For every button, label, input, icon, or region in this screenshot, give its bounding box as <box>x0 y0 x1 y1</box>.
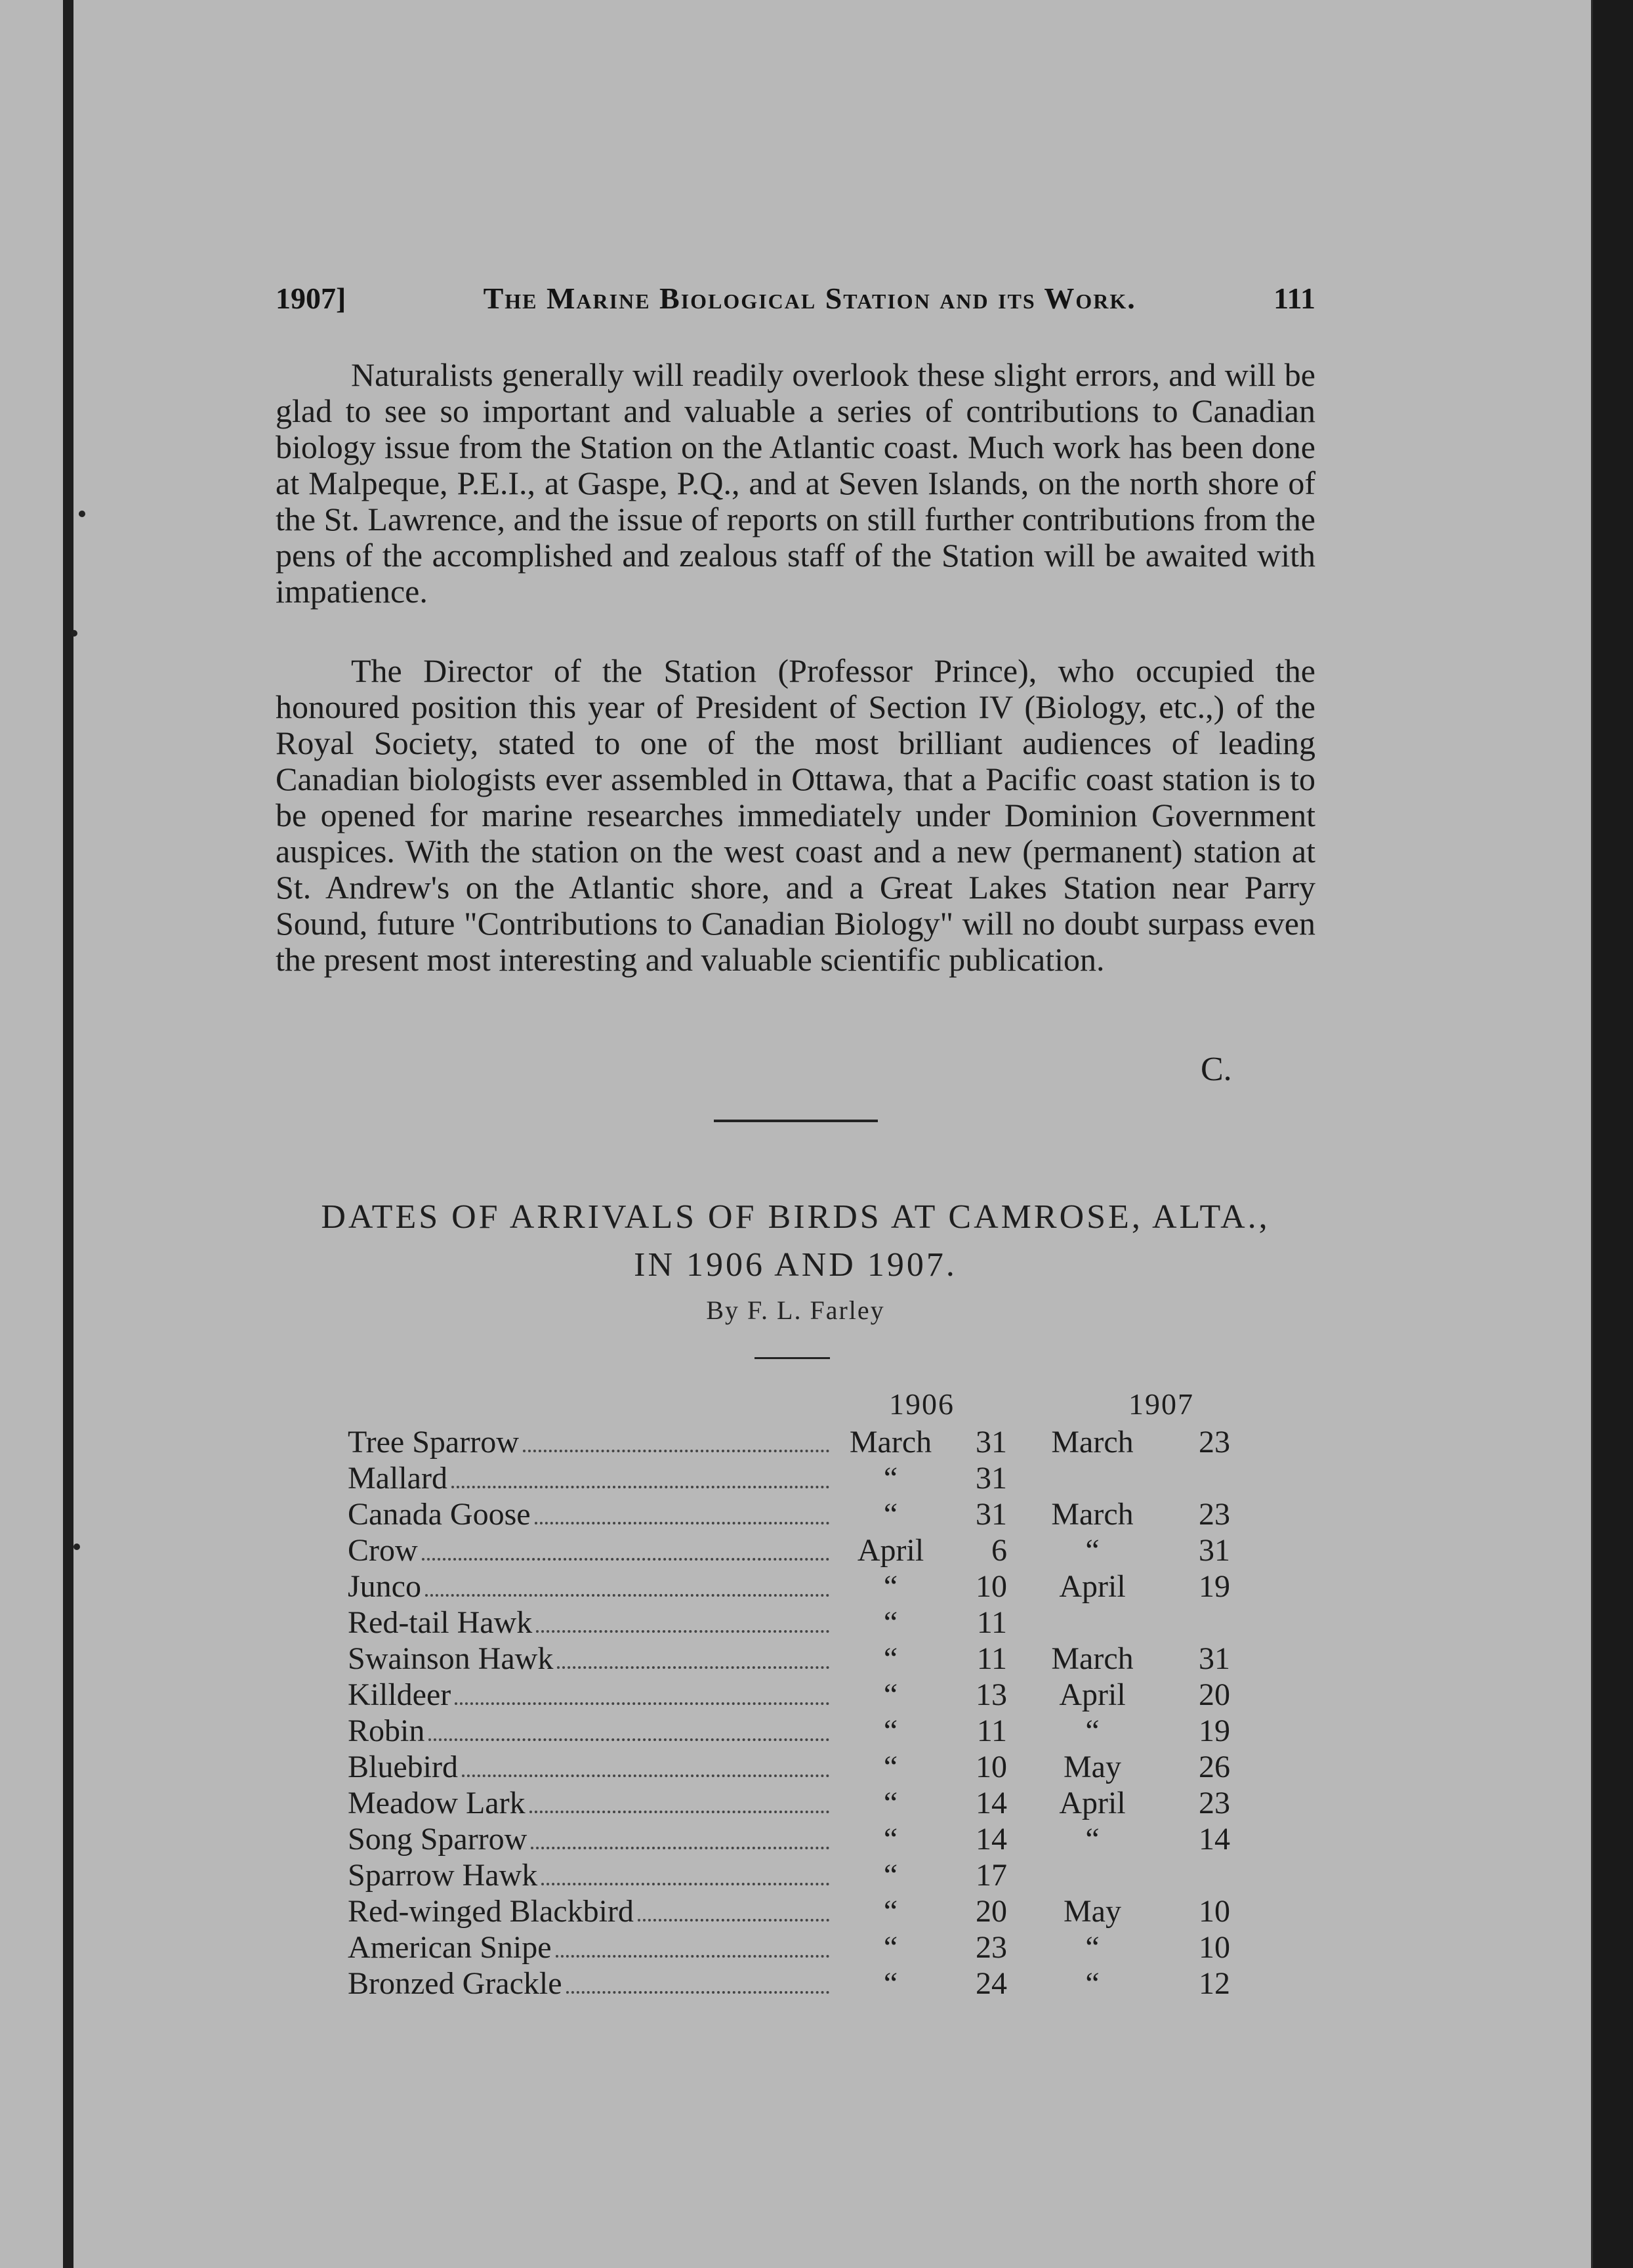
bird-arrivals-table <box>348 1424 1253 2002</box>
title-divider <box>754 1357 830 1359</box>
table-row <box>348 1749 1253 1785</box>
bird-name: Tree Sparrow <box>348 1425 519 1460</box>
table-row <box>348 1785 1253 1821</box>
day-1907: 10 <box>1199 1930 1230 1965</box>
month-1907: “ <box>1085 1966 1100 2001</box>
table-row <box>348 1713 1253 1749</box>
speck-mark <box>71 630 77 637</box>
running-head-title: The Marine Biological Station and its Work. <box>483 282 1136 315</box>
month-1906: “ <box>883 1497 898 1532</box>
bird-cell <box>348 1677 833 1713</box>
dot-leader <box>557 1665 829 1669</box>
binding-edge <box>63 0 73 2268</box>
day-1906: 20 <box>976 1894 1007 1929</box>
bird-name: Bronzed Grackle <box>348 1966 562 2001</box>
bird-name: Song Sparrow <box>348 1822 527 1857</box>
article-title-line-1: DATES OF ARRIVALS OF BIRDS AT CAMROSE, ALTA., <box>321 1198 1270 1236</box>
table-row <box>348 1929 1253 1965</box>
day-1907: 31 <box>1199 1533 1230 1568</box>
bird-cell <box>348 1496 833 1532</box>
bird-name: Mallard <box>348 1461 447 1496</box>
table-row <box>348 1821 1253 1857</box>
dot-leader <box>536 1629 829 1633</box>
month-1907: “ <box>1085 1533 1100 1568</box>
bird-cell <box>348 1532 833 1568</box>
month-1907: April <box>1059 1677 1126 1712</box>
month-1907: May <box>1064 1750 1121 1784</box>
month-1907: March <box>1051 1497 1134 1532</box>
month-1906: “ <box>883 1894 898 1929</box>
bird-cell <box>348 1641 833 1677</box>
paragraph-text: The Director of the Station (Professor Prince), who occupied the honoured position this year of President of Section IV (Biology, etc.,) of the Royal Society, stated to one of the most brilliant audiences of leading Canadian biologists ever assembled in Ottawa, that a Pacific coast station is to be opened for marine researches immediately under Dominion Government auspices. With the station on the west coast and a new (permanent) station at St. Andrew's on the Atlantic shore, and a Great Lakes Station near Parry Sound, future "Contributions to Canadian Biology" will no doubt surpass even the present most interesting and valuable scientific publication. <box>276 652 1315 978</box>
day-1906: 10 <box>976 1750 1007 1784</box>
day-1907: 10 <box>1199 1894 1230 1929</box>
month-1907: March <box>1051 1425 1134 1460</box>
bird-name: Crow <box>348 1533 418 1568</box>
day-1907: 23 <box>1199 1425 1230 1460</box>
table-row <box>348 1568 1253 1605</box>
day-1906: 14 <box>976 1822 1007 1857</box>
bird-cell <box>348 1605 833 1641</box>
article-byline: By F. L. Farley <box>706 1295 885 1325</box>
month-1906: “ <box>883 1569 898 1604</box>
month-1907: “ <box>1085 1713 1100 1748</box>
day-1907: 23 <box>1199 1497 1230 1532</box>
dot-leader <box>529 1809 829 1813</box>
month-1907: March <box>1051 1641 1134 1676</box>
month-1906: “ <box>883 1641 898 1676</box>
month-1906: “ <box>883 1713 898 1748</box>
bird-cell <box>348 1424 833 1460</box>
day-1907: 26 <box>1199 1750 1230 1784</box>
day-1907: 31 <box>1199 1641 1230 1676</box>
dot-leader <box>422 1557 829 1561</box>
month-1906: “ <box>883 1677 898 1712</box>
bird-cell <box>348 1929 833 1965</box>
signature-initial: C. <box>1201 1051 1232 1088</box>
table-row <box>348 1605 1253 1641</box>
bird-cell <box>348 1821 833 1857</box>
running-head <box>276 281 1315 320</box>
page-number: 111 <box>1273 282 1315 315</box>
day-1906: 17 <box>976 1858 1007 1893</box>
table-row <box>348 1677 1253 1713</box>
day-1906: 11 <box>976 1605 1007 1640</box>
bird-cell <box>348 1965 833 2002</box>
dot-leader <box>556 1954 829 1958</box>
paragraph-2 <box>276 653 1315 978</box>
month-1906: April <box>857 1533 924 1568</box>
table-row <box>348 1893 1253 1929</box>
month-1906: “ <box>883 1858 898 1893</box>
month-1907: May <box>1064 1894 1121 1929</box>
month-1907: April <box>1059 1786 1126 1820</box>
dot-leader <box>462 1773 829 1777</box>
bird-name: Swainson Hawk <box>348 1641 554 1676</box>
bird-name: Sparrow Hawk <box>348 1858 538 1893</box>
month-1906: “ <box>883 1930 898 1965</box>
running-head-year: 1907] <box>276 282 346 315</box>
bird-name: Junco <box>348 1569 421 1604</box>
month-1907: April <box>1059 1569 1126 1604</box>
month-1906: March <box>849 1425 932 1460</box>
day-1907: 12 <box>1199 1966 1230 2001</box>
bird-cell <box>348 1460 833 1496</box>
table-row <box>348 1965 1253 2002</box>
table-row <box>348 1857 1253 1893</box>
dot-leader <box>428 1737 829 1741</box>
dot-leader <box>535 1521 829 1524</box>
bird-cell <box>348 1749 833 1785</box>
day-1906: 24 <box>976 1966 1007 2001</box>
month-1906: “ <box>883 1966 898 2001</box>
day-1906: 31 <box>976 1497 1007 1532</box>
bird-cell <box>348 1893 833 1929</box>
month-1906: “ <box>883 1786 898 1820</box>
article-title-line-2: IN 1906 AND 1907. <box>634 1246 957 1284</box>
dot-leader <box>566 1990 829 1994</box>
bird-name: Red-winged Blackbird <box>348 1894 634 1929</box>
bird-name: American Snipe <box>348 1930 552 1965</box>
paragraph-text: Naturalists generally will readily overlook these slight errors, and will be glad to see so important and valuable a series of contributions to Canadian biology issue from the Station on the Atlantic coast. Much work has been done at Malpeque, P.E.I., at Gaspe, P.Q., and at Seven Islands, on the north shore of the St. Lawrence, and the issue of reports on still further contributions from the pens of the accomplished and zealous staff of the Station will be awaited with impatience. <box>276 356 1315 610</box>
month-1906: “ <box>883 1822 898 1857</box>
bird-name: Canada Goose <box>348 1497 531 1532</box>
month-1907: “ <box>1085 1930 1100 1965</box>
table-row <box>348 1496 1253 1532</box>
bird-name: Bluebird <box>348 1750 458 1784</box>
table-row <box>348 1641 1253 1677</box>
column-header-1906: 1906 <box>889 1387 955 1421</box>
dot-leader <box>455 1701 829 1705</box>
dot-leader <box>523 1448 829 1452</box>
month-1907: “ <box>1085 1822 1100 1857</box>
column-header-1907: 1907 <box>1128 1387 1194 1421</box>
day-1906: 14 <box>976 1786 1007 1820</box>
bird-name: Robin <box>348 1713 425 1748</box>
dot-leader <box>541 1881 829 1885</box>
bird-name: Red-tail Hawk <box>348 1605 533 1640</box>
day-1907: 14 <box>1199 1822 1230 1857</box>
day-1907: 20 <box>1199 1677 1230 1712</box>
bird-cell <box>348 1785 833 1821</box>
day-1906: 31 <box>976 1425 1007 1460</box>
bird-name: Killdeer <box>348 1677 451 1712</box>
speck-mark <box>73 1544 80 1550</box>
bird-cell <box>348 1857 833 1893</box>
day-1907: 23 <box>1199 1786 1230 1820</box>
dot-leader <box>638 1918 829 1922</box>
speck-mark <box>79 511 85 517</box>
dot-leader <box>531 1845 829 1849</box>
section-divider <box>714 1120 878 1122</box>
day-1906: 10 <box>976 1569 1007 1604</box>
day-1907: 19 <box>1199 1713 1230 1748</box>
paragraph-1 <box>276 357 1315 610</box>
day-1906: 6 <box>991 1533 1007 1568</box>
bird-cell <box>348 1713 833 1749</box>
dot-leader <box>451 1484 829 1488</box>
table-row <box>348 1424 1253 1460</box>
day-1906: 13 <box>976 1677 1007 1712</box>
table-row <box>348 1460 1253 1496</box>
month-1906: “ <box>883 1605 898 1640</box>
month-1906: “ <box>883 1750 898 1784</box>
table-row <box>348 1532 1253 1568</box>
day-1907: 19 <box>1199 1569 1230 1604</box>
month-1906: “ <box>883 1461 898 1496</box>
dot-leader <box>425 1593 829 1597</box>
bird-cell <box>348 1568 833 1605</box>
bird-name: Meadow Lark <box>348 1786 526 1820</box>
day-1906: 31 <box>976 1461 1007 1496</box>
day-1906: 11 <box>976 1713 1007 1748</box>
day-1906: 23 <box>976 1930 1007 1965</box>
day-1906: 11 <box>976 1641 1007 1676</box>
